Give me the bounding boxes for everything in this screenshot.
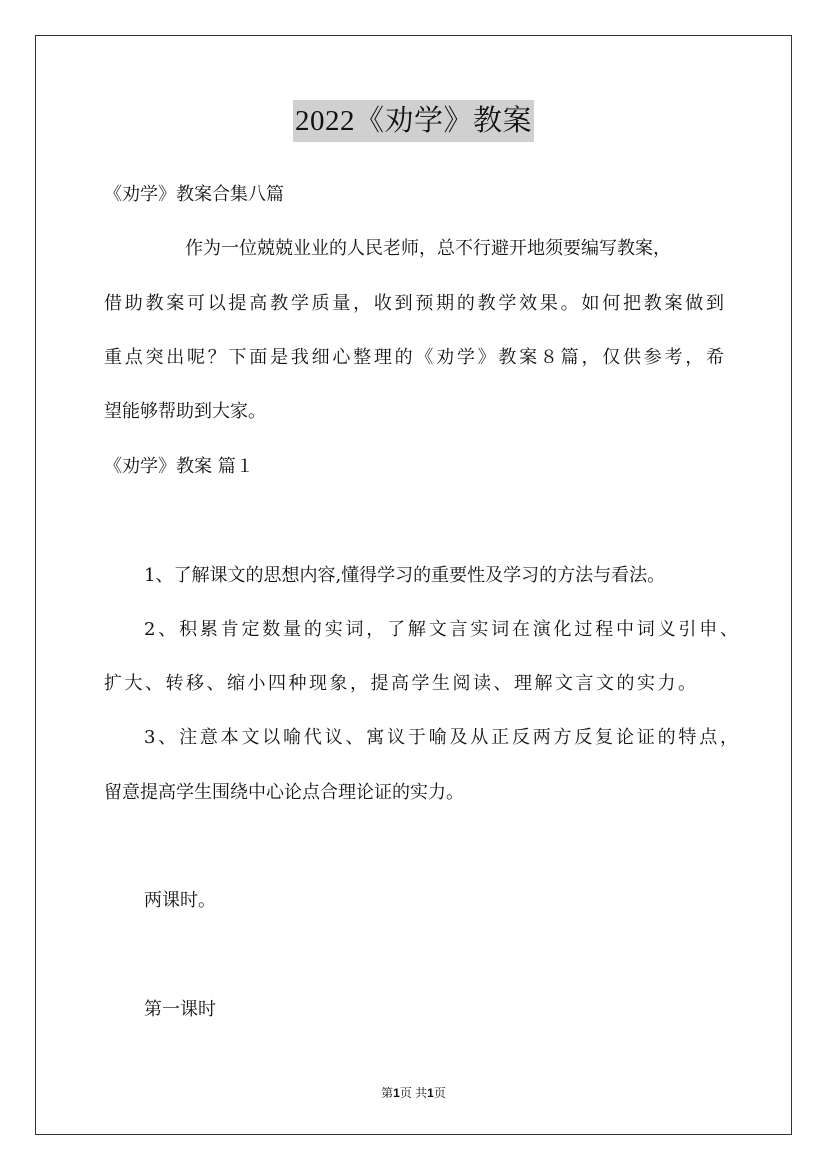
first-lesson-heading: 第一课时 [144,999,216,1020]
intro-line-3: 重点突出呢？下面是我细心整理的《劝学》教案８篇，仅供参考，希 [104,347,724,368]
intro-line-1: 作为一位兢兢业业的人民老师，总不行避开地须要编写教案， [185,238,671,259]
title-container [0,100,827,142]
goal-2-line-2: 扩大、转移、缩小四种现象，提高学生阅读、理解文言文的实力。 [104,673,696,694]
footer-page-suffix: 页 [433,1086,446,1100]
footer-page-number: 1 [393,1086,400,1100]
intro-line-2: 借助教案可以提高教学质量，收到预期的教学效果。如何把教案做到 [104,293,724,314]
goal-1: 1、了解课文的思想内容,懂得学习的重要性及学习的方法与看法。 [144,565,666,586]
page-footer [0,1084,827,1101]
footer-page-prefix: 第 [381,1086,394,1100]
footer-total-pages: 1 [427,1086,434,1100]
intro-line-4: 望能够帮助到大家。 [104,401,266,422]
goal-2-line-1: 2、积累肯定数量的实词，了解文言实词在演化过程中词义引申、 [144,619,738,640]
goal-3-line-2: 留意提高学生围绕中心论点合理论证的实力。 [104,782,464,803]
goal-3-line-1: 3、注意本文以喻代议、寓议于喻及从正反两方反复论证的特点， [144,727,738,748]
subtitle: 《劝学》教案合集八篇 [104,184,284,205]
period-text: 两课时。 [144,890,216,911]
footer-page-mid: 页 共 [399,1086,428,1100]
document-title: 2022《劝学》教案 [293,100,534,142]
section-heading: 《劝学》教案 篇１ [104,456,254,477]
